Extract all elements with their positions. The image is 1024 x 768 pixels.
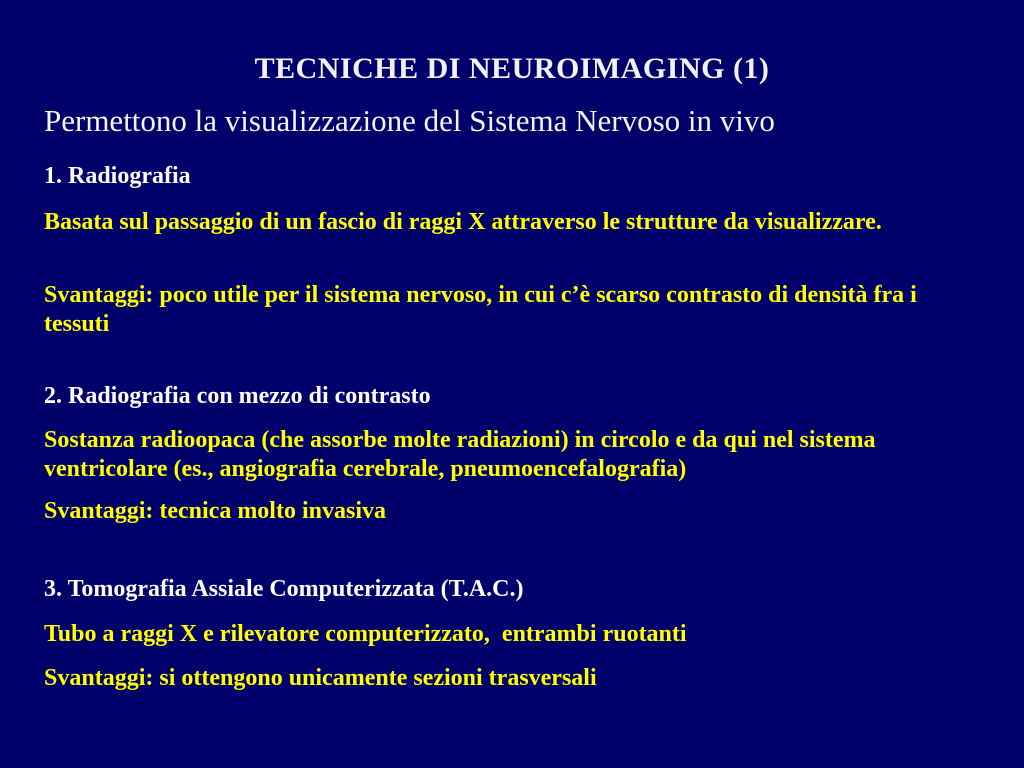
section-2-heading: 2. Radiografia con mezzo di contrasto [44, 383, 431, 409]
section-3-paragraph-1: Tubo a raggi X e rilevatore computerizzato, entrambi ruotanti [44, 621, 687, 647]
section-1-heading: 1. Radiografia [44, 163, 191, 189]
section-2-paragraph-2: Svantaggi: tecnica molto invasiva [44, 498, 386, 524]
section-3-paragraph-2: Svantaggi: si ottengono unicamente sezioni trasversali [44, 665, 597, 691]
slide-subtitle: Permettono la visualizzazione del Sistema Nervoso in vivo [44, 103, 775, 138]
slide-title: TECNICHE DI NEUROIMAGING (1) [254, 52, 770, 85]
section-3-heading: 3. Tomografia Assiale Computerizzata (T.A.C.) [44, 576, 524, 602]
section-1-paragraph-1: Basata sul passaggio di un fascio di raggi X attraverso le strutture da visualizzare. [44, 209, 882, 235]
section-2-paragraph-1: Sostanza radioopaca (che assorbe molte radiazioni) in circolo e da qui nel sistema ventricolare (es., angiografia cerebrale, pneumoencefalografia) [44, 427, 882, 482]
section-1-paragraph-2: Svantaggi: poco utile per il sistema nervoso, in cui c’è scarso contrasto di densità fra i tessuti [44, 282, 923, 337]
